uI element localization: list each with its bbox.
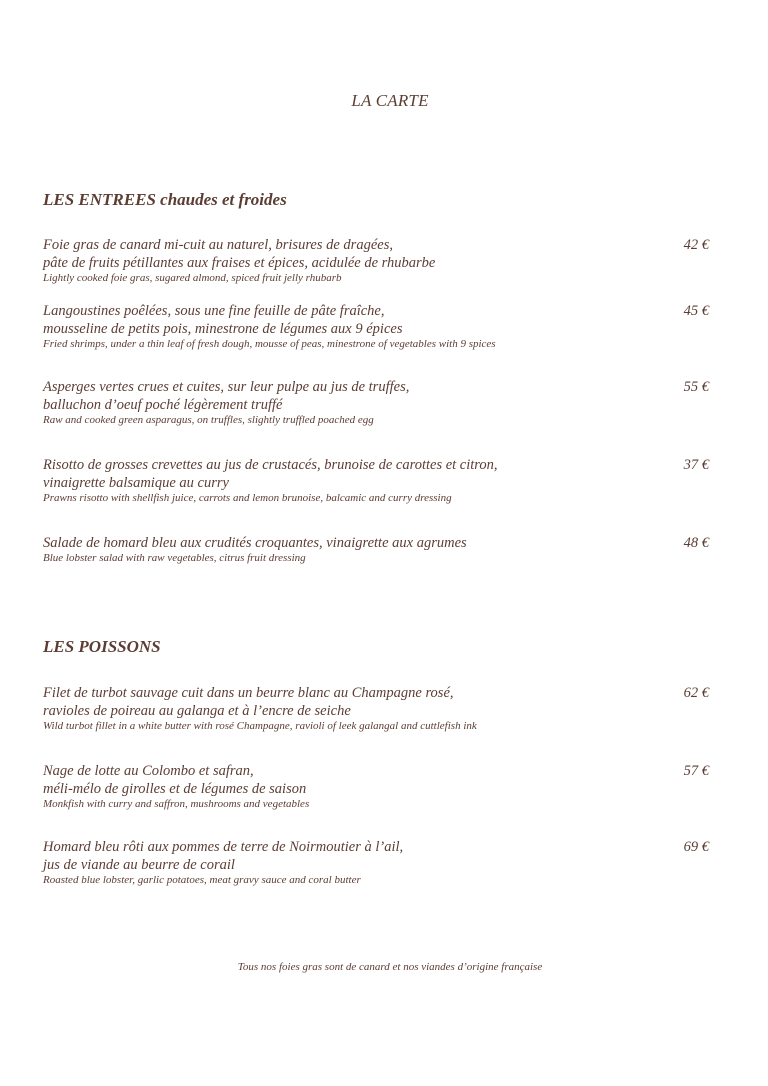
item-price: 48 € — [683, 535, 709, 551]
menu-item — [43, 236, 709, 285]
item-description-fr: ravioles de poireau au galanga et à l’encre de seiche — [43, 703, 351, 719]
item-name-fr: Asperges vertes crues et cuites, sur leur pulpe au jus de truffes, — [43, 379, 410, 395]
menu-item — [43, 838, 709, 887]
menu-item — [43, 762, 709, 811]
item-name-fr: Foie gras de canard mi-cuit au naturel, brisures de dragées, — [43, 237, 393, 253]
item-price: 62 € — [683, 685, 709, 701]
menu-item — [43, 684, 709, 733]
menu-title: LA CARTE — [351, 91, 429, 110]
item-description-fr: vinaigrette balsamique au curry — [43, 475, 229, 491]
item-price: 42 € — [683, 237, 709, 253]
item-description-fr: méli-mélo de girolles et de légumes de saison — [43, 781, 307, 797]
item-description-en: Blue lobster salad with raw vegetables, citrus fruit dressing — [43, 552, 306, 564]
item-description-en: Roasted blue lobster, garlic potatoes, meat gravy sauce and coral butter — [43, 874, 361, 886]
item-price: 45 € — [683, 303, 709, 319]
item-price: 69 € — [683, 839, 709, 855]
item-price: 57 € — [683, 763, 709, 779]
item-name-fr: Homard bleu rôti aux pommes de terre de Noirmoutier à l’ail, — [43, 839, 404, 855]
item-description-en: Fried shrimps, under a thin leaf of fresh dough, mousse of peas, minestrone of vegetables with 9 spices — [43, 338, 496, 350]
footnote: Tous nos foies gras sont de canard et nos viandes d’origine française — [237, 961, 543, 973]
item-name-fr: Filet de turbot sauvage cuit dans un beurre blanc au Champagne rosé, — [43, 685, 454, 701]
item-description-en: Lightly cooked foie gras, sugared almond, spiced fruit jelly rhubarb — [43, 272, 342, 284]
item-description-en: Wild turbot fillet in a white butter with rosé Champagne, ravioli of leek galangal and cuttlefish ink — [43, 720, 477, 732]
item-description-fr: balluchon d’oeuf poché légèrement truffé — [43, 397, 283, 413]
item-name-fr: Langoustines poêlées, sous une fine feuille de pâte fraîche, — [43, 303, 385, 319]
section-title-entrees: LES ENTREES chaudes et froides — [43, 190, 287, 209]
item-description-fr: mousseline de petits pois, minestrone de légumes aux 9 épices — [43, 321, 403, 337]
section-title-poissons: LES POISSONS — [43, 637, 161, 656]
item-name-fr: Salade de homard bleu aux crudités croquantes, vinaigrette aux agrumes — [43, 535, 467, 551]
item-description-en: Monkfish with curry and saffron, mushrooms and vegetables — [43, 798, 310, 810]
item-price: 37 € — [683, 457, 709, 473]
menu-item — [43, 302, 709, 351]
item-description-fr: jus de viande au beurre de corail — [43, 857, 235, 873]
menu-item — [43, 378, 709, 427]
item-description-en: Prawns risotto with shellfish juice, carrots and lemon brunoise, balcamic and curry dressing — [43, 492, 452, 504]
menu-item — [43, 456, 709, 505]
item-name-fr: Nage de lotte au Colombo et safran, — [43, 763, 254, 779]
menu-item — [43, 534, 709, 565]
item-name-fr: Risotto de grosses crevettes au jus de crustacés, brunoise de carottes et citron, — [43, 457, 498, 473]
item-description-en: Raw and cooked green asparagus, on truffles, slightly truffled poached egg — [43, 414, 374, 426]
item-description-fr: pâte de fruits pétillantes aux fraises et épices, acidulée de rhubarbe — [43, 255, 436, 271]
item-price: 55 € — [683, 379, 709, 395]
